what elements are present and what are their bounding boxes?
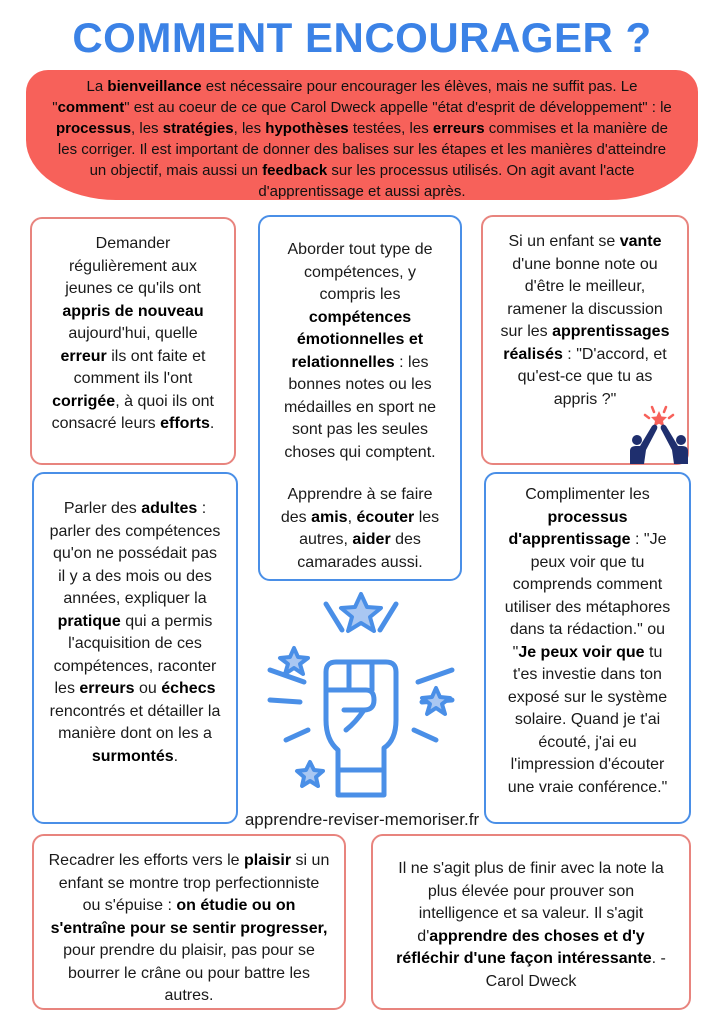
quote-card-carol-dweck	[371, 834, 691, 1010]
body-text: est nécessaire pour encourager les élèves, mais ne suffit pas. Le "	[52, 78, 638, 116]
emphasis-text: apprendre des choses et d'y réfléchir d'une façon intéressante	[396, 927, 652, 967]
emphasis-text: écouter	[356, 508, 415, 526]
emphasis-text: corrigée	[52, 392, 116, 410]
body-text: Apprendre à se faire des	[280, 486, 433, 526]
body-text: , les	[233, 120, 266, 137]
emphasis-text: hypothèses	[265, 120, 349, 137]
body-text: commises et la manière de les corriger. Il est important de donner des balises sur les étapes et les manières d'atteindre un objectif, mais aussi un	[57, 120, 668, 179]
body-text: qui a permis l'acquisition de ces compétences, raconter les	[53, 612, 217, 697]
body-text: pour prendre du plaisir, pas pour se bourrer le crâne ou pour battre les autres.	[63, 942, 315, 1004]
tip-card-talk-about-adults	[32, 472, 238, 824]
body-text: Parler des	[63, 500, 142, 517]
tip-card-praise-process	[484, 472, 691, 824]
website-url: apprendre-reviser-memoriser.fr	[244, 810, 480, 829]
emphasis-text: amis	[311, 508, 348, 526]
emphasis-text: on étudie ou on s'entraîne pour se sentir progresser,	[50, 897, 328, 937]
emphasis-text: processus d'apprentissage	[508, 508, 631, 548]
emphasis-text: surmontés	[91, 747, 174, 765]
body-text: Aborder tout type de compétences, y compris les	[287, 241, 433, 303]
body-text: testées, les	[348, 120, 433, 137]
raised-fist-stars-icon	[256, 590, 466, 810]
emphasis-text: apprentissages réalisés	[503, 323, 670, 363]
body-text: les autres,	[299, 508, 440, 548]
emphasis-text: processus	[56, 120, 132, 137]
body-text: aujourd'hui, quelle	[68, 325, 198, 342]
intro-banner	[26, 70, 698, 200]
emphasis-text: aider	[352, 531, 391, 548]
body-text: ,	[347, 508, 357, 526]
high-five-icon	[628, 404, 690, 464]
tip-card-all-skills	[258, 215, 462, 581]
emphasis-text: appris de nouveau	[62, 302, 204, 320]
body-text: : "D'accord, et qu'est-ce que tu as appris ?"	[517, 345, 667, 408]
body-text: : les bonnes notes ou les médailles en sport ne sont pas les seules choses qui comptent.	[283, 353, 437, 461]
emphasis-text: échecs	[161, 680, 216, 697]
emphasis-text: stratégies	[162, 120, 234, 137]
body-text: ou	[134, 680, 162, 697]
emphasis-text: erreurs	[79, 680, 135, 697]
emphasis-text: compétences émotionnelles et relationnelles	[291, 308, 424, 371]
emphasis-text: adultes	[141, 500, 198, 517]
body-text: rencontrés et détailler la manière dont on les a	[49, 702, 221, 742]
body-text: .	[209, 415, 215, 432]
body-text: des camarades aussi.	[297, 531, 423, 571]
body-text: d'une bonne note ou d'être le meilleur, ramener la discussion sur les	[500, 255, 663, 340]
body-text: Il ne s'agit plus de finir avec la note la plus élevée pour prouver son intelligence et sa valeur. Il s'agit d'	[398, 860, 664, 945]
emphasis-text: pratique	[57, 612, 121, 630]
emphasis-text: bienveillance	[107, 78, 202, 95]
body-text: , à quoi ils ont consacré leurs	[51, 392, 214, 432]
body-text: La	[86, 78, 108, 95]
tip-card-refocus-pleasure	[32, 834, 346, 1010]
body-text: sur les processus utilisés. On agit avant l'acte d'apprentissage et aussi après.	[258, 162, 635, 200]
body-text: Complimenter les	[525, 486, 650, 503]
body-text: .	[173, 747, 179, 765]
body-text: . - Carol Dweck	[485, 950, 666, 990]
tip-card-social-skills-text	[274, 484, 446, 574]
emphasis-text: feedback	[262, 162, 328, 179]
emphasis-text: vante	[619, 233, 662, 250]
body-text: : "Je peux voir que tu comprends comment utiliser des métaphores dans ta rédaction." ou "	[504, 531, 671, 661]
body-text: : parler des compétences qu'on ne possédait pas il y a des mois ou des années, expliquer la	[49, 500, 221, 607]
emphasis-text: comment	[57, 99, 125, 116]
emphasis-text: Je peux voir que	[518, 643, 645, 661]
body-text: si un enfant se montre trop perfectionniste ou s'épuise :	[58, 852, 330, 914]
body-text: Demander régulièrement aux jeunes ce qu'ils ont	[65, 235, 201, 297]
emphasis-text: erreurs	[432, 120, 485, 137]
page-title: COMMENT ENCOURAGER ?	[72, 14, 652, 61]
body-text: Si un enfant se	[508, 233, 620, 250]
body-text: ils ont faite et comment ils l'ont	[73, 347, 206, 387]
body-text: Recadrer les efforts vers le	[48, 852, 244, 869]
body-text: tu t'es investie dans ton exposé sur le système solaire. Quand je t'ai écouté, j'ai eu l'impression d'écouter une vraie conférence."	[507, 643, 668, 796]
tip-card-all-skills-text	[274, 239, 446, 464]
emphasis-text: erreur	[60, 347, 107, 365]
body-text: " est au coeur de ce que Carol Dweck appelle "état d'esprit de développement" : le	[124, 99, 672, 116]
body-text: , les	[131, 120, 163, 137]
tip-card-ask-learnings	[30, 217, 236, 465]
emphasis-text: plaisir	[243, 852, 292, 869]
emphasis-text: efforts	[160, 415, 210, 432]
